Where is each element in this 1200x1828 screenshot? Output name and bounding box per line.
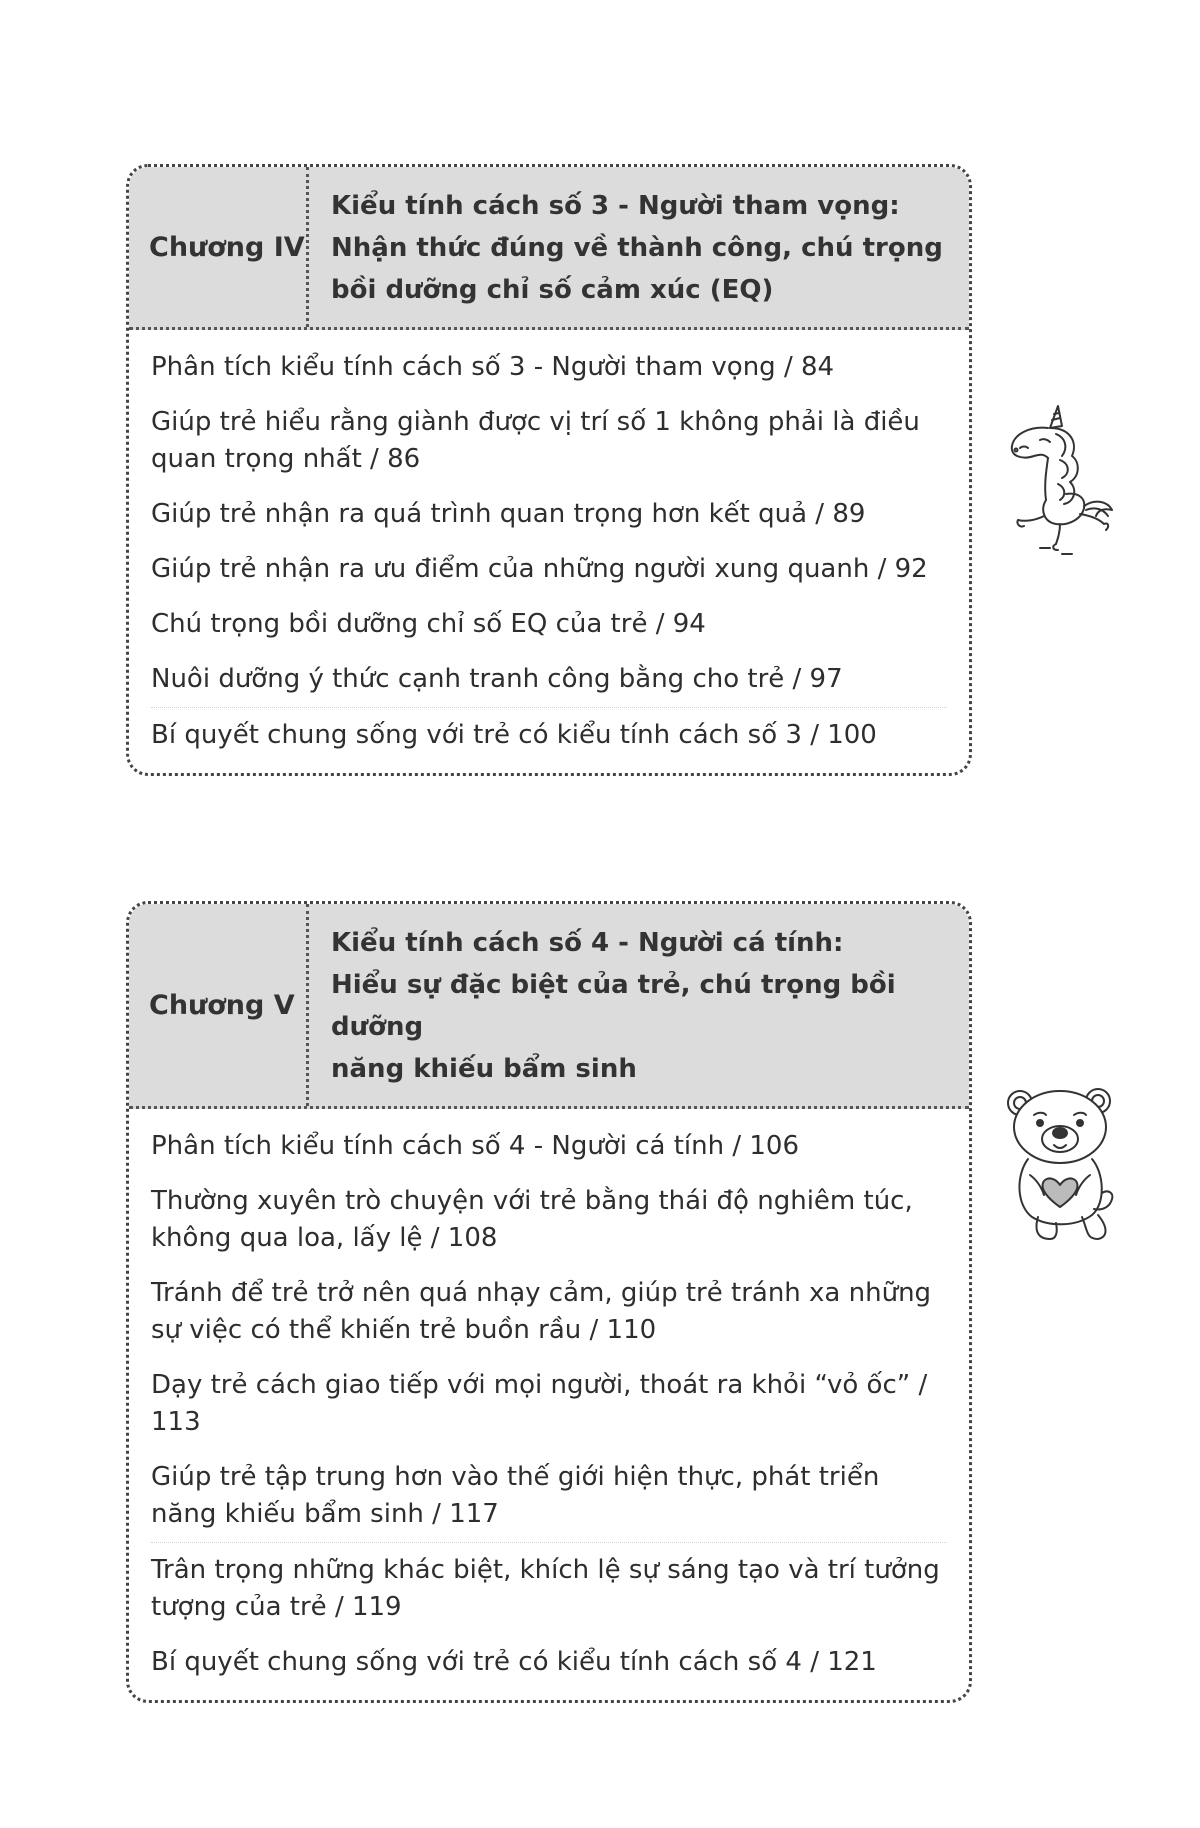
chapter-contents-list <box>129 330 969 773</box>
toc-entry-text: Thường xuyên trò chuyện với trẻ bằng thái độ nghiêm túc, không qua loa, lấy lệ / 108 <box>151 1186 913 1253</box>
toc-entry[interactable] <box>151 1119 947 1174</box>
toc-entry-text: Phân tích kiểu tính cách số 4 - Người cá tính / 106 <box>151 1131 799 1161</box>
toc-entry-text: Phân tích kiểu tính cách số 3 - Người tham vọng / 84 <box>151 352 835 382</box>
unicorn-illustration <box>1000 398 1120 558</box>
toc-entry[interactable] <box>151 395 947 487</box>
toc-entry-text: Chú trọng bồi dưỡng chỉ số EQ của trẻ / 94 <box>151 609 706 639</box>
chapter-header <box>129 904 969 1109</box>
chapter-title-line: Nhận thức đúng về thành công, chú trọng <box>331 233 943 263</box>
toc-entry[interactable] <box>151 708 947 763</box>
chapter-label: Chương IV <box>129 167 309 327</box>
chapter-title-line: Hiểu sự đặc biệt của trẻ, chú trọng bồi dưỡng <box>331 970 896 1042</box>
toc-entry[interactable] <box>151 487 947 542</box>
toc-entry[interactable] <box>151 652 947 708</box>
chapter-contents-list <box>129 1109 969 1700</box>
toc-entry-text: Nuôi dưỡng ý thức cạnh tranh công bằng cho trẻ / 97 <box>151 664 843 694</box>
toc-entry[interactable] <box>151 1635 947 1690</box>
toc-entry[interactable] <box>151 597 947 652</box>
toc-entry[interactable] <box>151 1266 947 1358</box>
chapter-title-line: Kiểu tính cách số 3 - Người tham vọng: <box>331 191 900 221</box>
toc-entry[interactable] <box>151 1543 947 1635</box>
toc-entry-text: Giúp trẻ nhận ra quá trình quan trọng hơn kết quả / 89 <box>151 499 866 529</box>
chapter-label: Chương V <box>129 904 309 1106</box>
toc-entry[interactable] <box>151 340 947 395</box>
toc-entry-text: Dạy trẻ cách giao tiếp với mọi người, thoát ra khỏi “vỏ ốc” / 113 <box>151 1370 928 1437</box>
chapter-title <box>309 904 969 1106</box>
chapter-v-box <box>126 901 972 1703</box>
toc-entry[interactable] <box>151 1358 947 1450</box>
toc-entry[interactable] <box>151 1174 947 1266</box>
chapter-title-line: Kiểu tính cách số 4 - Người cá tính: <box>331 928 844 958</box>
toc-entry-text: Giúp trẻ tập trung hơn vào thế giới hiện thực, phát triển năng khiếu bẩm sinh / 117 <box>151 1462 880 1529</box>
toc-entry[interactable] <box>151 1450 947 1543</box>
toc-entry-text: Trân trọng những khác biệt, khích lệ sự sáng tạo và trí tưởng tượng của trẻ / 119 <box>151 1555 940 1622</box>
toc-entry-text: Tránh để trẻ trở nên quá nhạy cảm, giúp trẻ tránh xa những sự việc có thể khiến trẻ buồn rầu / 110 <box>151 1278 932 1345</box>
teddy-bear-illustration <box>998 1085 1128 1245</box>
toc-entry-text: Bí quyết chung sống với trẻ có kiểu tính cách số 3 / 100 <box>151 720 877 750</box>
chapter-title-line: bồi dưỡng chỉ số cảm xúc (EQ) <box>331 275 774 305</box>
toc-entry-text: Giúp trẻ hiểu rằng giành được vị trí số 1 không phải là điều quan trọng nhất / 86 <box>151 407 920 474</box>
chapter-title-line: năng khiếu bẩm sinh <box>331 1054 637 1084</box>
toc-entry[interactable] <box>151 542 947 597</box>
chapter-header <box>129 167 969 330</box>
chapter-title <box>309 167 969 327</box>
toc-entry-text: Giúp trẻ nhận ra ưu điểm của những người xung quanh / 92 <box>151 554 928 584</box>
toc-entry-text: Bí quyết chung sống với trẻ có kiểu tính cách số 4 / 121 <box>151 1647 877 1677</box>
chapter-iv-box <box>126 164 972 776</box>
